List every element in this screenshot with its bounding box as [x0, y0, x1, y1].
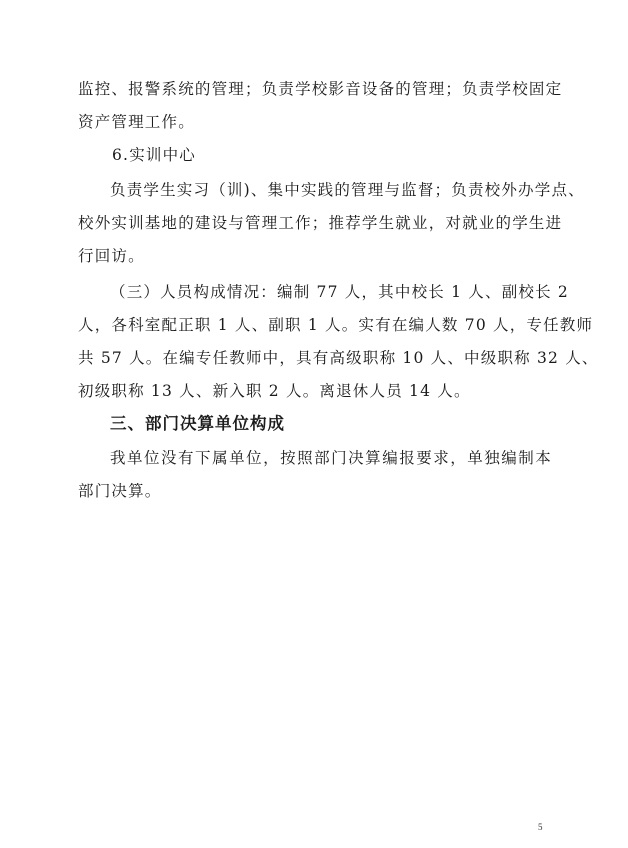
page-number: 5: [538, 822, 543, 832]
body-text-line: 行回访。: [78, 247, 145, 265]
body-text-line: 校外实训基地的建设与管理工作；推荐学生就业，对就业的学生进: [78, 214, 563, 232]
body-text-line: 初级职称 13 人、新入职 2 人。离退休人员 14 人。: [78, 382, 471, 400]
section-heading: 三、部门决算单位构成: [110, 414, 285, 433]
body-text-line: 资产管理工作。: [78, 113, 195, 131]
body-text-line: 人，各科室配正职 1 人、副职 1 人。实有在编人数 70 人，专任教师: [78, 316, 594, 334]
body-text-line: 负责学生实习（训)、集中实践的管理与监督；负责校外办学点、: [110, 181, 585, 199]
body-text-line: 共 57 人。在编专任教师中，具有高级职称 10 人、中级职称 32 人、: [78, 349, 599, 367]
body-text-line: 部门决算。: [78, 482, 162, 500]
body-text-line: 我单位没有下属单位，按照部门决算编报要求，单独编制本: [110, 449, 552, 467]
body-text-line: 监控、报警系统的管理；负责学校影音设备的管理；负责学校固定: [78, 80, 563, 98]
subsection-heading: 6.实训中心: [112, 146, 196, 164]
body-text-line: （三）人员构成情况：编制 77 人，其中校长 1 人、副校长 2: [110, 283, 569, 301]
